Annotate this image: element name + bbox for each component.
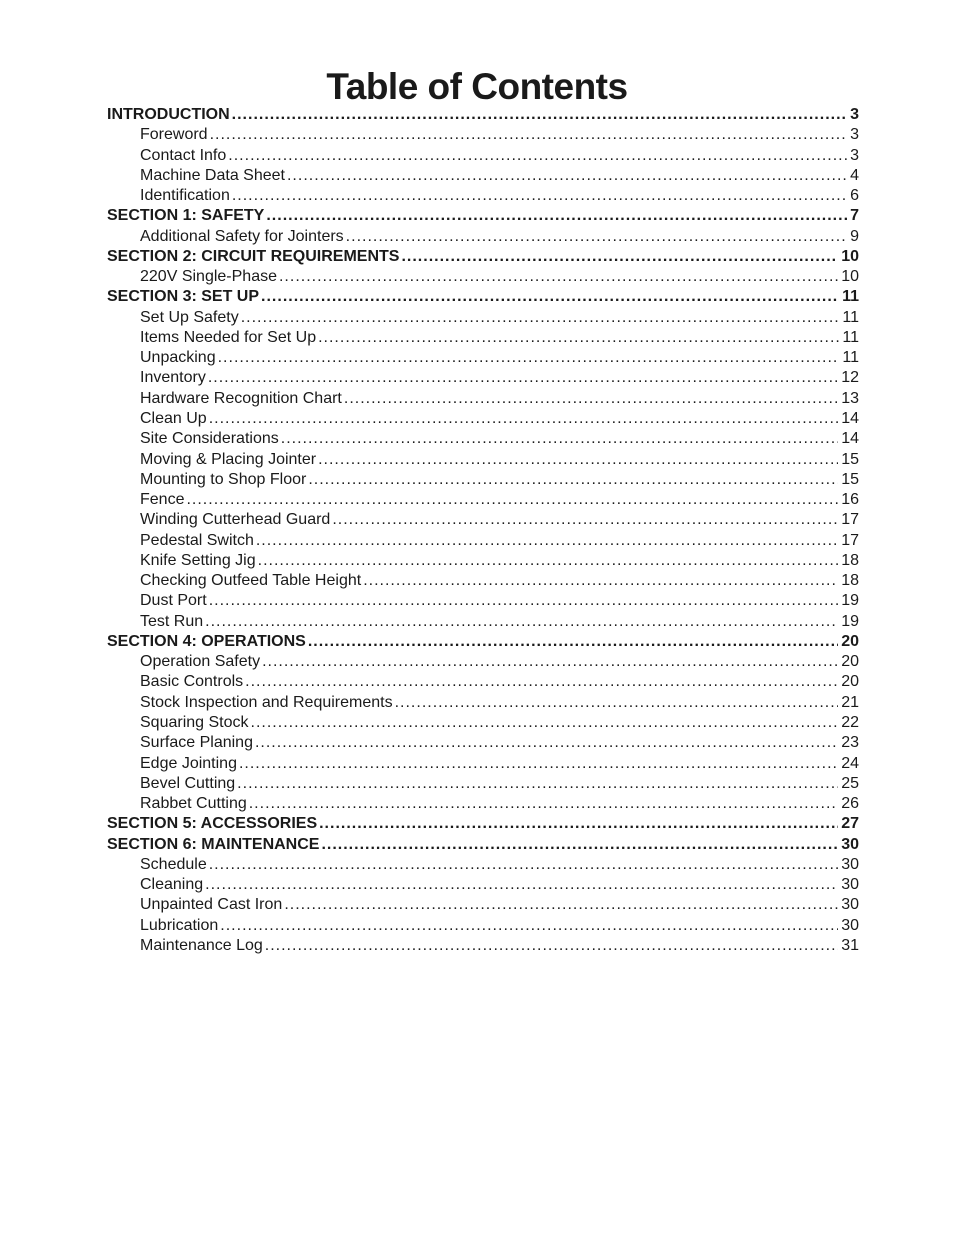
toc-subsection-entry[interactable] [107,308,859,328]
toc-entry-page-number: 3 [850,126,859,144]
dot-leader [228,146,847,166]
toc-subsection-entry[interactable] [107,916,859,936]
dot-leader [218,348,840,368]
toc-entry-label: Foreword [140,126,208,144]
toc-subsection-entry[interactable] [107,450,859,470]
dot-leader [319,814,838,834]
dot-leader [401,247,838,267]
dot-leader [346,227,847,247]
dot-leader [308,632,838,652]
toc-entry-label: Additional Safety for Jointers [140,227,344,245]
toc-entry-page-number: 3 [850,106,859,123]
toc-entry-label: SECTION 3: SET UP [107,288,260,306]
toc-entry-label: Basic Controls [140,673,244,691]
toc-entry-page-number: 30 [841,835,859,853]
dot-leader [232,105,847,125]
dot-leader [209,409,839,429]
toc-entry-page-number: 24 [841,754,859,772]
toc-section-entry[interactable] [107,287,859,307]
toc-entry-label: Maintenance Log [140,936,263,954]
toc-entry-page-number: 11 [842,308,859,326]
toc-entry-page-number: 20 [841,632,859,650]
toc-entry-label: Set Up Safety [140,308,239,326]
toc-entry-page-number: 20 [841,673,859,691]
toc-subsection-entry[interactable] [107,531,859,551]
dot-leader [209,855,838,875]
toc-subsection-entry[interactable] [107,612,859,632]
toc-subsection-entry[interactable] [107,328,859,348]
toc-entry-label: Rabbet Cutting [140,795,247,813]
dot-leader [281,429,838,449]
toc-subsection-entry[interactable] [107,571,859,591]
toc-entry-page-number: 7 [850,207,859,225]
toc-subsection-entry[interactable] [107,348,859,368]
toc-subsection-entry[interactable] [107,794,859,814]
toc-entry-page-number: 26 [841,795,859,813]
dot-leader [344,389,838,409]
dot-leader [318,450,838,470]
toc-entry-page-number: 14 [841,409,859,427]
toc-entry-label: INTRODUCTION [107,106,230,123]
toc-section-entry[interactable] [107,105,859,125]
toc-entry-page-number: 11 [842,349,859,367]
dot-leader [284,895,838,915]
toc-entry-page-number: 30 [841,855,859,873]
toc-subsection-entry[interactable] [107,186,859,206]
dot-leader [332,510,838,530]
toc-section-entry[interactable] [107,835,859,855]
dot-leader [245,672,838,692]
toc-entry-page-number: 27 [841,815,859,833]
toc-entry-label: Lubrication [140,916,219,934]
dot-leader [266,206,847,226]
toc-entry-label: Site Considerations [140,430,279,448]
toc-entry-page-number: 9 [850,227,859,245]
dot-leader [258,551,839,571]
toc-entry-label: SECTION 6: MAINTENANCE [107,835,320,853]
toc-entry-page-number: 25 [841,774,859,792]
toc-subsection-entry[interactable] [107,551,859,571]
dot-leader [209,591,839,611]
dot-leader [256,531,838,551]
toc-entry-page-number: 30 [841,896,859,914]
toc-subsection-entry[interactable] [107,895,859,915]
toc-entry-page-number: 18 [841,551,859,569]
toc-entry-page-number: 12 [841,369,859,387]
dot-leader [251,713,839,733]
dot-leader [220,916,838,936]
toc-subsection-entry[interactable] [107,125,859,145]
toc-subsection-entry[interactable] [107,733,859,753]
toc-entry-label: Inventory [140,369,206,387]
dot-leader [208,368,838,388]
toc-entry-page-number: 30 [841,916,859,934]
toc-section-entry[interactable] [107,206,859,226]
toc-subsection-entry[interactable] [107,368,859,388]
toc-entry-page-number: 14 [841,430,859,448]
toc-subsection-entry[interactable] [107,166,859,186]
dot-leader [395,693,839,713]
toc-subsection-entry[interactable] [107,754,859,774]
toc-subsection-entry[interactable] [107,470,859,490]
dot-leader [261,287,839,307]
dot-leader [262,652,838,672]
toc-entry-page-number: 23 [841,734,859,752]
dot-leader [241,308,840,328]
dot-leader [318,328,839,348]
toc-section-entry[interactable] [107,247,859,267]
toc-subsection-entry[interactable] [107,936,859,956]
toc-entry-label: Edge Jointing [140,754,237,772]
toc-entry-page-number: 15 [841,450,859,468]
toc-entry-label: SECTION 4: OPERATIONS [107,632,306,650]
dot-leader [265,936,838,956]
toc-entry-label: Unpainted Cast Iron [140,896,283,914]
dot-leader [239,754,838,774]
table-of-contents [107,105,859,956]
dot-leader [249,794,838,814]
toc-subsection-entry[interactable] [107,146,859,166]
toc-entry-label: Winding Cutterhead Guard [140,511,331,529]
toc-entry-label: Test Run [140,612,204,630]
toc-entry-label: Operation Safety [140,653,261,671]
toc-subsection-entry[interactable] [107,875,859,895]
dot-leader [308,470,838,490]
toc-entry-page-number: 16 [841,491,859,509]
toc-entry-page-number: 31 [841,936,859,954]
toc-entry-label: 220V Single-Phase [140,268,277,286]
toc-subsection-entry[interactable] [107,672,859,692]
dot-leader [186,490,838,510]
toc-entry-label: Contact Info [140,146,227,164]
toc-entry-page-number: 11 [842,328,859,346]
toc-entry-label: SECTION 5: ACCESSORIES [107,815,318,833]
toc-subsection-entry[interactable] [107,652,859,672]
dot-leader [205,612,838,632]
toc-subsection-entry[interactable] [107,227,859,247]
toc-entry-label: SECTION 1: SAFETY [107,207,265,225]
dot-leader [321,835,838,855]
dot-leader [255,733,838,753]
toc-entry-label: Clean Up [140,409,207,427]
toc-subsection-entry[interactable] [107,429,859,449]
toc-entry-page-number: 19 [841,592,859,610]
toc-entry-label: Mounting to Shop Floor [140,470,307,488]
toc-entry-page-number: 4 [850,166,859,184]
toc-entry-label: Identification [140,187,230,205]
toc-entry-page-number: 22 [841,713,859,731]
toc-entry-page-number: 11 [842,288,859,306]
toc-entry-label: Machine Data Sheet [140,166,285,184]
toc-entry-page-number: 30 [841,876,859,894]
toc-entry-page-number: 10 [841,268,859,286]
toc-entry-page-number: 19 [841,612,859,630]
toc-entry-label: Fence [140,491,185,509]
dot-leader [287,166,847,186]
dot-leader [279,267,838,287]
toc-entry-page-number: 21 [841,693,859,711]
toc-subsection-entry[interactable] [107,855,859,875]
toc-subsection-entry[interactable] [107,774,859,794]
toc-subsection-entry[interactable] [107,389,859,409]
toc-entry-label: SECTION 2: CIRCUIT REQUIREMENTS [107,247,400,265]
toc-entry-page-number: 6 [850,187,859,205]
toc-entry-label: Pedestal Switch [140,531,254,549]
toc-entry-label: Hardware Recognition Chart [140,389,342,407]
toc-section-entry[interactable] [107,632,859,652]
toc-entry-page-number: 3 [850,146,859,164]
toc-entry-label: Bevel Cutting [140,774,236,792]
toc-entry-label: Surface Planing [140,734,253,752]
dot-leader [363,571,838,591]
dot-leader [210,125,848,145]
toc-subsection-entry[interactable] [107,409,859,429]
toc-entry-label: Schedule [140,855,207,873]
dot-leader [237,774,838,794]
toc-entry-page-number: 17 [841,531,859,549]
toc-entry-label: Cleaning [140,876,204,894]
toc-entry-label: Dust Port [140,592,207,610]
toc-subsection-entry[interactable] [107,267,859,287]
dot-leader [232,186,847,206]
toc-entry-page-number: 13 [841,389,859,407]
toc-entry-label: Checking Outfeed Table Height [140,572,362,590]
page-title: Table of Contents [326,66,628,107]
toc-subsection-entry[interactable] [107,713,859,733]
toc-subsection-entry[interactable] [107,591,859,611]
toc-entry-page-number: 17 [841,511,859,529]
toc-subsection-entry[interactable] [107,693,859,713]
toc-entry-label: Squaring Stock [140,713,249,731]
toc-section-entry[interactable] [107,814,859,834]
dot-leader [205,875,838,895]
toc-entry-label: Knife Setting Jig [140,551,256,569]
toc-entry-label: Moving & Placing Jointer [140,450,317,468]
toc-entry-page-number: 10 [841,247,859,265]
toc-entry-label: Stock Inspection and Requirements [140,693,393,711]
toc-entry-page-number: 18 [841,572,859,590]
toc-entry-page-number: 20 [841,653,859,671]
toc-entry-label: Items Needed for Set Up [140,328,317,346]
toc-subsection-entry[interactable] [107,510,859,530]
toc-entry-page-number: 15 [841,470,859,488]
toc-subsection-entry[interactable] [107,490,859,510]
toc-entry-label: Unpacking [140,349,216,367]
